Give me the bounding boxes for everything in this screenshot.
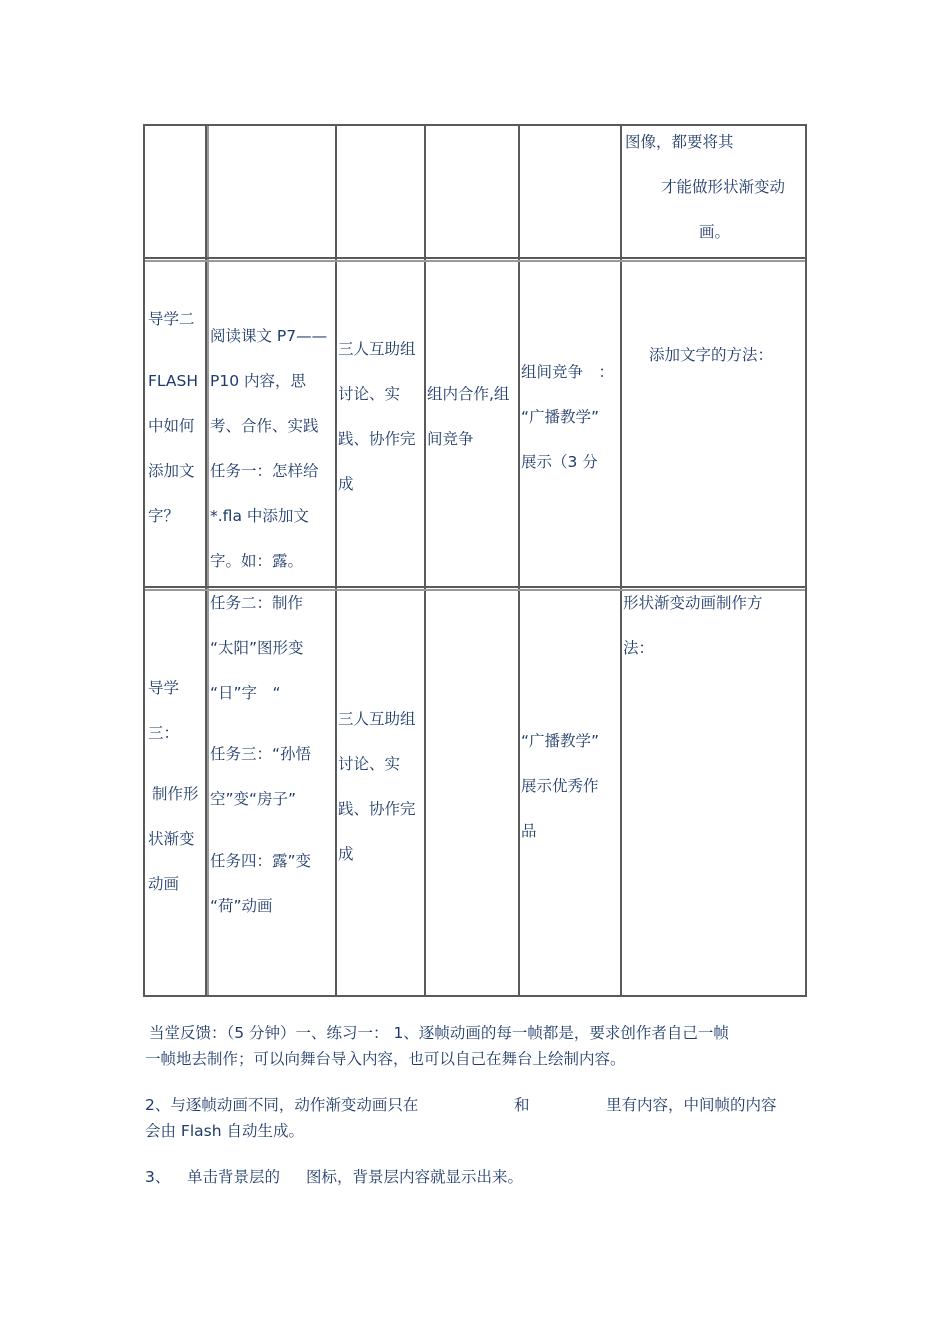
row2-col4-line: 间竞争	[427, 430, 474, 448]
row2-col3-line: 三人互助组	[338, 340, 416, 358]
row3-col2-line: “太阳”图形变	[210, 639, 304, 657]
row2-col3-line: 讨论、实	[338, 385, 401, 403]
question3-number: 3、	[145, 1168, 171, 1186]
question3-part2: 图标，背景层内容就显示出来。	[306, 1168, 524, 1186]
row3-col1-line: 导学	[148, 679, 180, 697]
row3-col6-line: 形状渐变动画制作方	[623, 594, 763, 612]
row2-col1-line: FLASH	[148, 372, 199, 390]
row1-col6-line: 图像，都要将其	[625, 133, 734, 151]
row2-col2-line: P10 内容，思	[210, 372, 306, 390]
row3-col1-line: 三：	[148, 724, 180, 742]
row2-col3-line: 成	[338, 475, 354, 493]
row3-col2-line: 任务三：“孙悟	[210, 745, 312, 763]
row3-col3-line: 三人互助组	[338, 710, 416, 728]
row3-col3-line: 成	[338, 845, 354, 863]
row-divider	[145, 260, 805, 262]
row3-col3-line: 讨论、实	[338, 755, 401, 773]
row2-col1-line: 中如何	[148, 417, 195, 435]
question3-part1: 单击背景层的	[187, 1168, 281, 1186]
row3-col2-line: “日”字 “	[210, 684, 281, 702]
row3-col1-line: 状渐变	[148, 830, 195, 848]
feedback-line1: 当堂反馈：（5 分钟）一、练习一： 1、逐帧动画的每一帧都是，要求创作者自己一帧	[149, 1024, 729, 1042]
row2-col3-line: 践、协作完	[338, 430, 416, 448]
row3-col2-line: 任务二：制作	[210, 594, 304, 612]
row2-col5-line: “广播教学”	[521, 408, 600, 426]
row2-col5-line: 展示（3 分	[521, 453, 598, 471]
row3-col5-line: 展示优秀作	[521, 777, 599, 795]
question2-line2: 会由 Flash 自动生成。	[145, 1122, 304, 1140]
question2-part1: 2、与逐帧动画不同，动作渐变动画只在	[145, 1096, 419, 1114]
row2-col2-line: 阅读课文 P7——	[210, 327, 328, 345]
row-divider	[145, 257, 805, 259]
lesson-table	[143, 124, 807, 997]
row2-col1-line: 字？	[148, 507, 180, 525]
row2-col1-line: 添加文	[148, 462, 195, 480]
row1-col6-line: 才能做形状渐变动	[661, 178, 786, 196]
row3-col2-line: 任务四：露”变	[210, 852, 312, 870]
row2-col5-line: 组间竞争 ：	[521, 363, 615, 381]
question2-and: 和	[514, 1096, 530, 1114]
row2-col2-line: 考、合作、实践	[210, 417, 319, 435]
row3-col2-line: 空”变“房子”	[210, 790, 297, 808]
row3-col3-line: 践、协作完	[338, 800, 416, 818]
question2-part2: 里有内容，中间帧的内容	[606, 1096, 777, 1114]
row1-col6-line: 画。	[699, 223, 731, 241]
row3-col5-line: “广播教学”	[521, 732, 600, 750]
row3-col2-line: “荷”动画	[210, 897, 273, 915]
row2-col4-line: 组内合作,组	[427, 385, 510, 403]
row3-col1-line: 动画	[148, 875, 180, 893]
row2-col2-line: *.fla 中添加文	[210, 507, 309, 525]
row2-col2-line: 字。如：露。	[210, 552, 304, 570]
row2-col2-line: 任务一：怎样给	[210, 462, 319, 480]
row3-col6-line: 法：	[623, 639, 655, 657]
row3-col5-line: 品	[521, 822, 537, 840]
feedback-line2: 一帧地去制作；可以向舞台导入内容，也可以自己在舞台上绘制内容。	[145, 1050, 626, 1068]
row2-col6-line: 添加文字的方法：	[649, 346, 774, 364]
row2-col1-line: 导学二	[148, 310, 195, 328]
row3-col1-line: 制作形	[152, 785, 199, 803]
